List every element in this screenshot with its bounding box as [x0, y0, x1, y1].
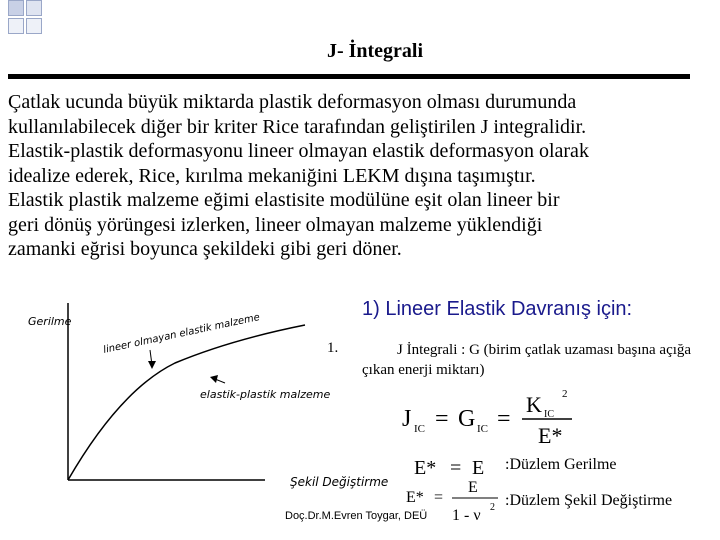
- eq-k-sub: IC: [544, 409, 554, 420]
- eq-g: G: [458, 406, 476, 432]
- eq-j: J: [402, 406, 412, 432]
- list-item-number: 1.: [327, 340, 339, 356]
- eq-equals: =: [450, 457, 462, 479]
- eq-lhs: E*: [406, 489, 424, 506]
- slide-title: J- İntegrali: [326, 40, 424, 62]
- list-item-text: J İntegrali : G (birim çatlak uzaması başına açığa çıkan enerji miktarı): [362, 342, 692, 378]
- arrow-head-icon: [210, 375, 218, 383]
- eq-equals: =: [497, 406, 511, 432]
- footer-author: Doç.Dr.M.Evren Toygar, DEÜ: [285, 510, 428, 522]
- unloading-line: [122, 359, 185, 480]
- eq-g-sub: IC: [477, 423, 488, 435]
- eq-rhs: E: [472, 457, 485, 479]
- eq-j-sub: IC: [414, 423, 425, 435]
- list-heading: 1) Lineer Elastik Davranış için:: [362, 298, 633, 320]
- eq-equals: =: [435, 406, 449, 432]
- paragraph-line: idealize ederek, Rice, kırılma mekaniğini LEKM dışına taşımıştır.: [8, 164, 536, 187]
- paragraph-line: Çatlak ucunda büyük miktarda plastik deformasyon olması durumunda: [8, 91, 577, 113]
- plane-stress-label: :Düzlem Gerilme: [505, 456, 617, 473]
- eq-k-exp: 2: [562, 388, 568, 400]
- x-axis-label: Şekil Değiştirme: [290, 475, 389, 489]
- plane-strain-label: :Düzlem Şekil Değiştirme: [505, 492, 673, 509]
- eq-k: K: [526, 392, 542, 417]
- paragraph-line: Elastik plastik malzeme eğimi elastisite modülüne eşit olan lineer bir: [8, 189, 560, 211]
- eq-lhs: E*: [414, 457, 437, 479]
- body-paragraph: [8, 90, 713, 262]
- j-integral-equation: [400, 388, 600, 448]
- nonlinear-elastic-label: lineer olmayan elastik malzeme: [102, 311, 261, 356]
- paragraph-line: geri dönüş yörüngesi izlerken, lineer olmayan malzeme yüklendiği: [8, 213, 543, 236]
- paragraph-line: Elastik-plastik deformasyonu lineer olmayan elastik deformasyon olarak: [8, 140, 589, 162]
- eq-exponent: 2: [490, 502, 495, 513]
- paragraph-line: zamanki eğrisi boyunca şekildeki gibi geri döner.: [8, 238, 402, 260]
- title-divider: [8, 74, 690, 79]
- eq-numerator: E: [468, 479, 478, 496]
- y-axis-label: Gerilme: [28, 315, 72, 328]
- eq-e-star: E*: [538, 423, 563, 448]
- elastoplastic-label: elastik-plastik malzeme: [200, 388, 331, 401]
- arrow-head-icon: [148, 361, 156, 369]
- paragraph-line: kullanılabilecek diğer bir kriter Rice tarafından geliştirilen J integralidir.: [8, 115, 587, 138]
- eq-denominator: 1 - ν: [452, 507, 481, 524]
- eq-equals: =: [434, 489, 444, 506]
